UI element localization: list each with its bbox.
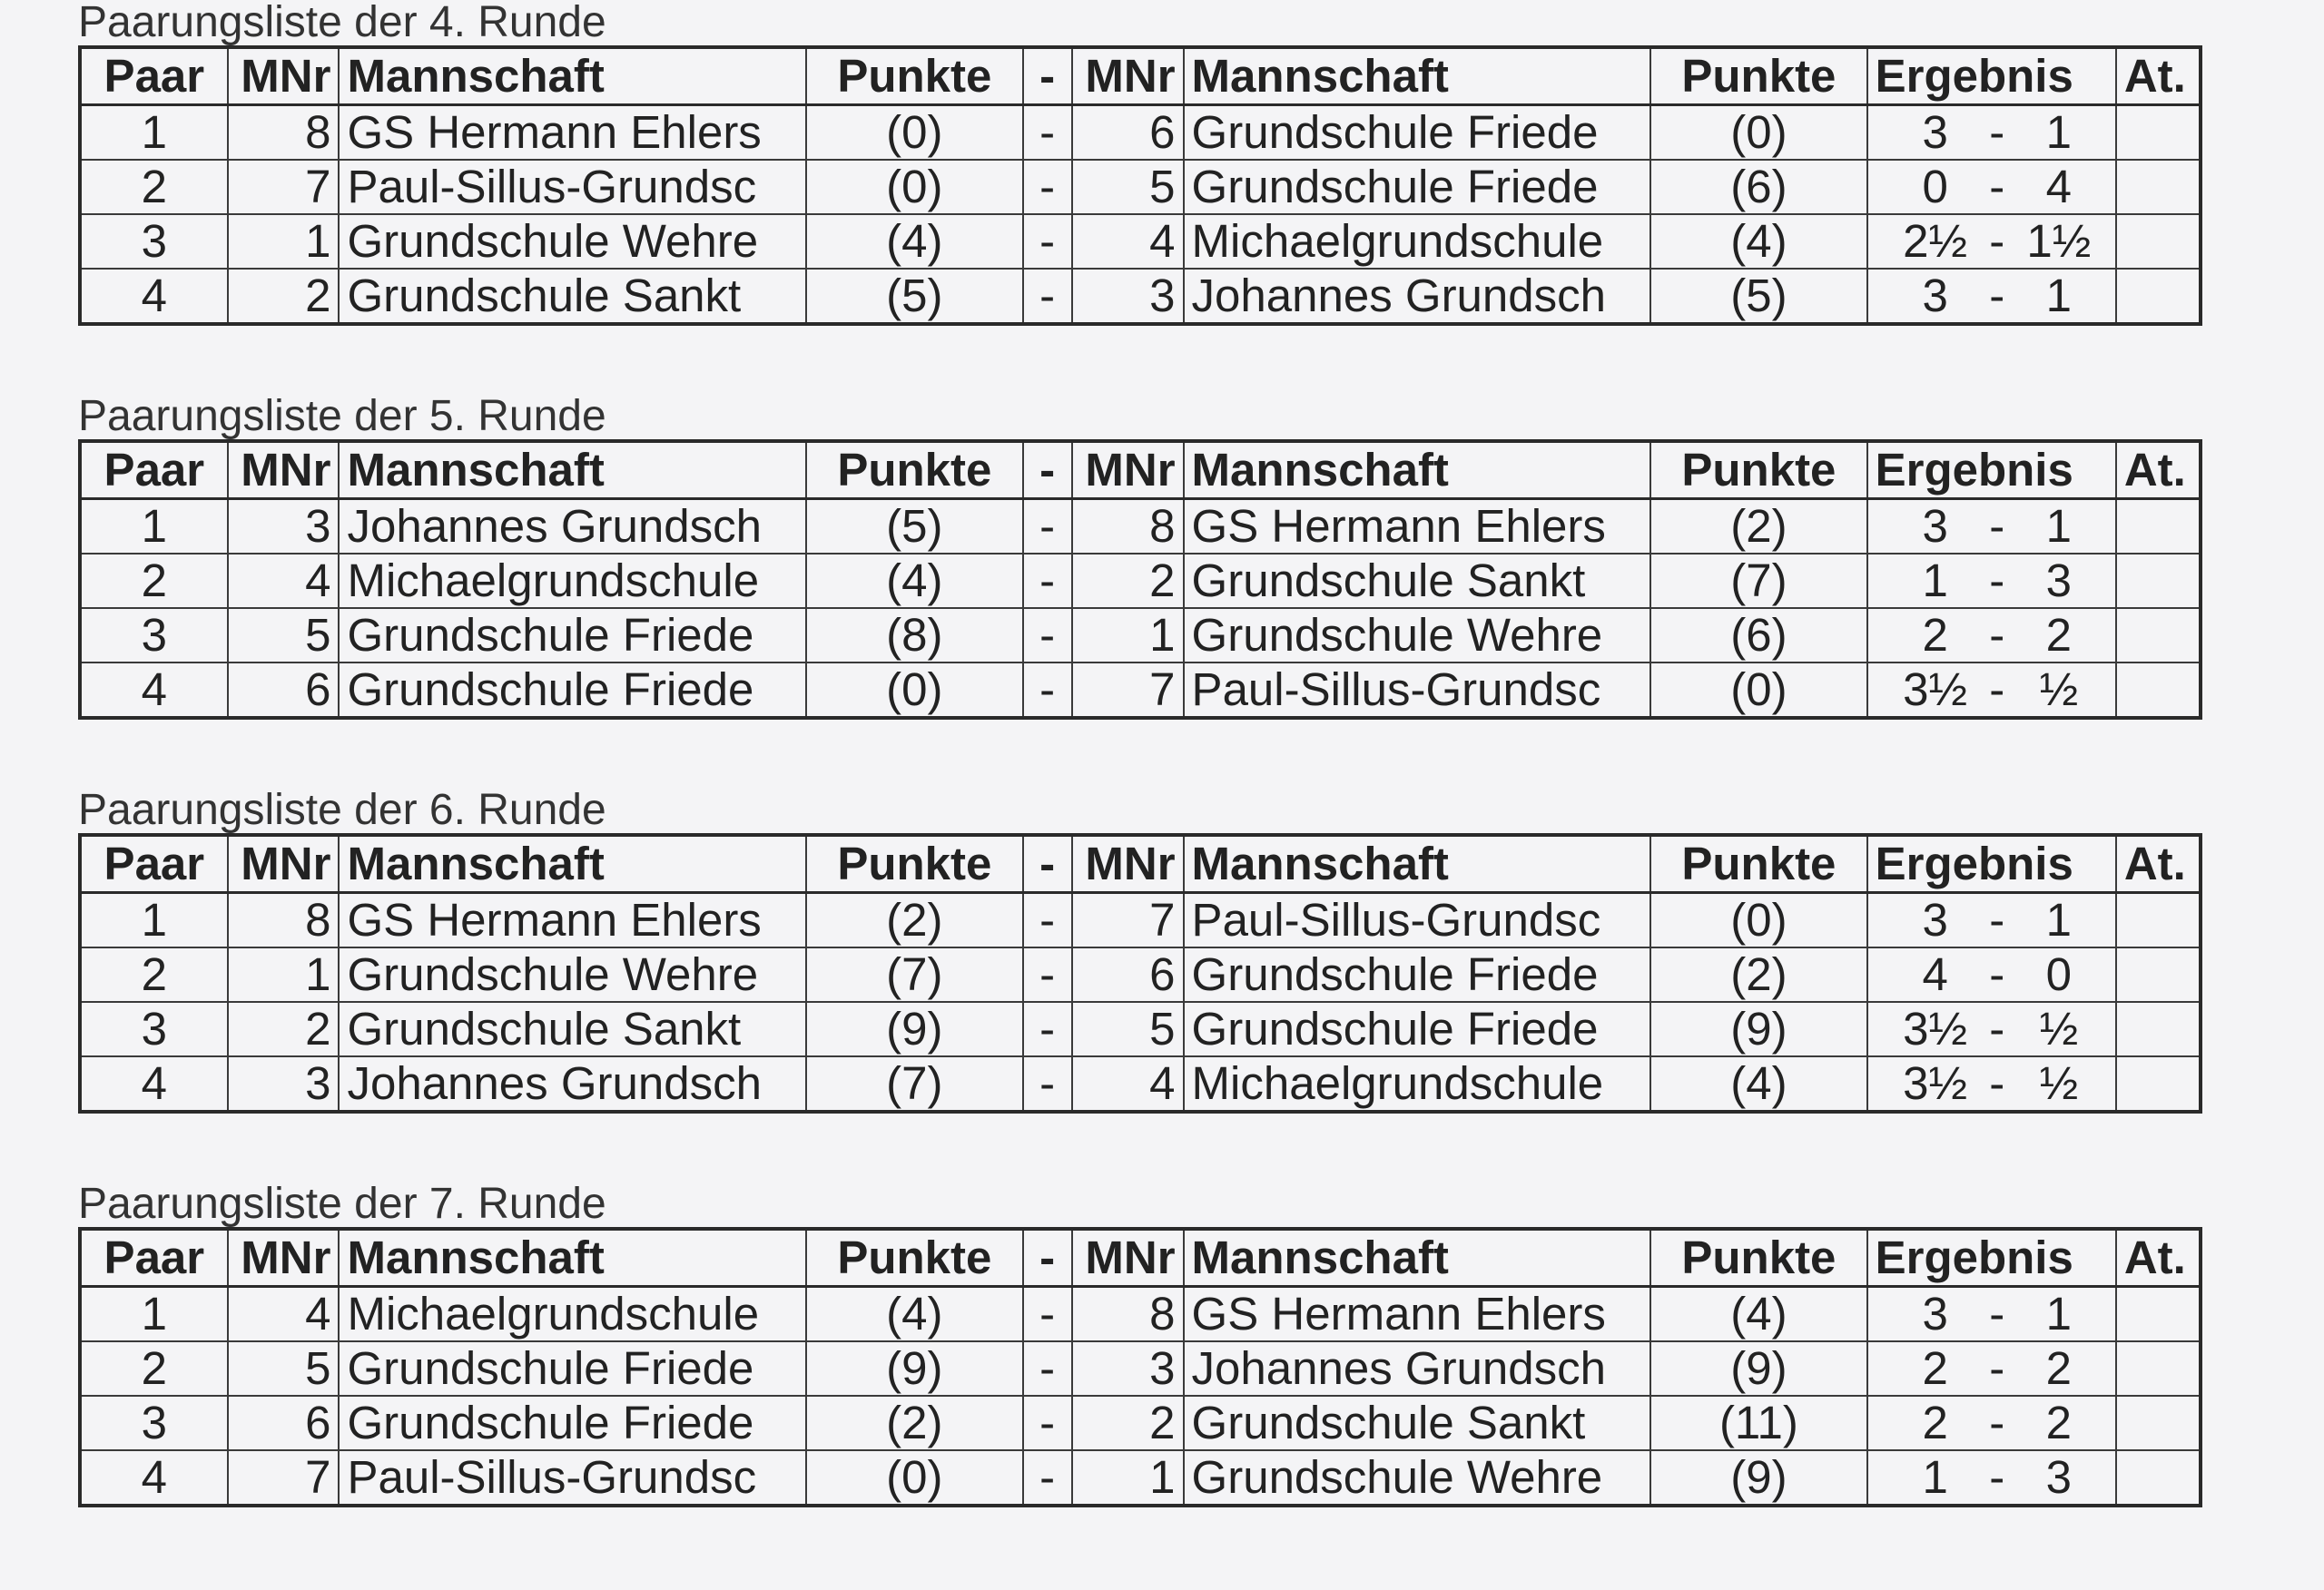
cell-team-1: Grundschule Friede xyxy=(339,1396,806,1450)
cell-mnr-1: 4 xyxy=(228,1287,340,1342)
result-home: 2 xyxy=(1922,1342,1948,1394)
result-separator: - xyxy=(1989,1057,2005,1109)
cell-at xyxy=(2116,1002,2201,1056)
pairing-table xyxy=(78,45,2202,326)
result-away: 4 xyxy=(2045,161,2073,212)
cell-paar: 3 xyxy=(80,214,228,269)
cell-paar: 4 xyxy=(80,269,228,324)
header-paar: Paar xyxy=(80,1229,228,1287)
cell-mnr-2: 3 xyxy=(1072,1341,1184,1396)
cell-team-1: Grundschule Friede xyxy=(339,1341,806,1396)
cell-punkte-2: (4) xyxy=(1650,214,1866,269)
result-home: 1 xyxy=(1922,1451,1948,1503)
cell-paar: 1 xyxy=(80,893,228,948)
cell-team-1: Grundschule Wehre xyxy=(339,214,806,269)
header-dash: - xyxy=(1023,1229,1072,1287)
cell-team-2: Johannes Grundsch xyxy=(1184,1341,1651,1396)
header-at: At. xyxy=(2116,441,2201,499)
cell-punkte-1: (0) xyxy=(806,1450,1022,1506)
table-row xyxy=(80,1287,2201,1342)
result-separator: - xyxy=(1989,663,2005,715)
cell-dash: - xyxy=(1023,1450,1072,1506)
cell-punkte-1: (9) xyxy=(806,1002,1022,1056)
cell-punkte-2: (0) xyxy=(1650,105,1866,161)
table-row xyxy=(80,893,2201,948)
cell-punkte-1: (2) xyxy=(806,893,1022,948)
table-row xyxy=(80,160,2201,214)
cell-at xyxy=(2116,214,2201,269)
result-away: 1½ xyxy=(2026,215,2092,267)
cell-team-1: Paul-Sillus-Grundsc xyxy=(339,1450,806,1506)
cell-dash: - xyxy=(1023,1002,1072,1056)
result-away: 1 xyxy=(2045,894,2073,946)
header-mnr-1: MNr xyxy=(228,47,340,105)
header-paar: Paar xyxy=(80,47,228,105)
cell-dash: - xyxy=(1023,1341,1072,1396)
table-row xyxy=(80,105,2201,161)
cell-ergebnis xyxy=(1867,554,2116,608)
header-team-2: Mannschaft xyxy=(1184,441,1651,499)
cell-team-2: Grundschule Friede xyxy=(1184,105,1651,161)
cell-at xyxy=(2116,1287,2201,1342)
cell-at xyxy=(2116,105,2201,161)
cell-paar: 4 xyxy=(80,662,228,718)
cell-team-2: Grundschule Wehre xyxy=(1184,608,1651,662)
cell-at xyxy=(2116,893,2201,948)
header-punkte-2: Punkte xyxy=(1650,47,1866,105)
result-away: 1 xyxy=(2045,270,2073,321)
cell-paar: 1 xyxy=(80,105,228,161)
result-home: 2 xyxy=(1922,609,1948,661)
cell-team-1: Johannes Grundsch xyxy=(339,1056,806,1112)
cell-at xyxy=(2116,608,2201,662)
table-row xyxy=(80,1056,2201,1112)
cell-paar: 1 xyxy=(80,1287,228,1342)
result-home: 3 xyxy=(1922,500,1948,552)
cell-dash: - xyxy=(1023,893,1072,948)
cell-mnr-2: 5 xyxy=(1072,1002,1184,1056)
header-punkte-1: Punkte xyxy=(806,835,1022,893)
cell-punkte-2: (7) xyxy=(1650,554,1866,608)
table-row xyxy=(80,269,2201,324)
header-punkte-2: Punkte xyxy=(1650,441,1866,499)
cell-punkte-2: (6) xyxy=(1650,608,1866,662)
result-away: ½ xyxy=(2039,1057,2079,1109)
cell-paar: 3 xyxy=(80,608,228,662)
table-row xyxy=(80,1450,2201,1506)
cell-punkte-1: (5) xyxy=(806,499,1022,555)
cell-at xyxy=(2116,1396,2201,1450)
cell-punkte-1: (2) xyxy=(806,1396,1022,1450)
table-row xyxy=(80,1002,2201,1056)
cell-punkte-2: (2) xyxy=(1650,499,1866,555)
cell-mnr-1: 8 xyxy=(228,105,340,161)
cell-mnr-2: 5 xyxy=(1072,160,1184,214)
result-separator: - xyxy=(1989,106,2005,158)
cell-punkte-2: (9) xyxy=(1650,1002,1866,1056)
result-home: 2½ xyxy=(1903,215,1968,267)
cell-mnr-1: 7 xyxy=(228,160,340,214)
cell-paar: 1 xyxy=(80,499,228,555)
result-away: 1 xyxy=(2045,1288,2073,1340)
cell-mnr-1: 8 xyxy=(228,893,340,948)
pairing-table xyxy=(78,439,2202,720)
cell-team-1: Johannes Grundsch xyxy=(339,499,806,555)
result-home: 2 xyxy=(1922,1397,1948,1448)
header-ergebnis: Ergebnis xyxy=(1867,441,2116,499)
cell-team-2: GS Hermann Ehlers xyxy=(1184,499,1651,555)
cell-dash: - xyxy=(1023,1056,1072,1112)
table-row xyxy=(80,1341,2201,1396)
table-row xyxy=(80,1396,2201,1450)
pairing-table xyxy=(78,1227,2202,1507)
cell-paar: 2 xyxy=(80,554,228,608)
result-away: ½ xyxy=(2039,1003,2079,1055)
cell-team-2: Grundschule Sankt xyxy=(1184,1396,1651,1450)
cell-at xyxy=(2116,554,2201,608)
header-mnr-1: MNr xyxy=(228,835,340,893)
cell-team-1: Grundschule Sankt xyxy=(339,1002,806,1056)
cell-ergebnis xyxy=(1867,1450,2116,1506)
result-separator: - xyxy=(1989,894,2005,946)
result-away: 3 xyxy=(2045,555,2073,606)
table-header-row xyxy=(80,835,2201,893)
cell-team-1: Grundschule Sankt xyxy=(339,269,806,324)
table-row xyxy=(80,947,2201,1002)
cell-at xyxy=(2116,1450,2201,1506)
cell-punkte-2: (6) xyxy=(1650,160,1866,214)
cell-dash: - xyxy=(1023,269,1072,324)
header-mnr-2: MNr xyxy=(1072,47,1184,105)
result-separator: - xyxy=(1989,1288,2005,1340)
result-home: 3 xyxy=(1922,1288,1948,1340)
cell-paar: 2 xyxy=(80,947,228,1002)
result-home: 3½ xyxy=(1903,663,1968,715)
cell-mnr-2: 6 xyxy=(1072,947,1184,1002)
cell-ergebnis xyxy=(1867,1287,2116,1342)
cell-team-1: Grundschule Friede xyxy=(339,662,806,718)
result-away: 2 xyxy=(2045,1342,2073,1394)
table-header-row xyxy=(80,441,2201,499)
cell-punkte-2: (4) xyxy=(1650,1287,1866,1342)
result-away: 0 xyxy=(2045,948,2073,1000)
cell-paar: 2 xyxy=(80,160,228,214)
cell-punkte-1: (0) xyxy=(806,105,1022,161)
cell-punkte-1: (9) xyxy=(806,1341,1022,1396)
result-home: 3½ xyxy=(1903,1003,1968,1055)
cell-mnr-2: 2 xyxy=(1072,1396,1184,1450)
header-mnr-2: MNr xyxy=(1072,835,1184,893)
cell-ergebnis xyxy=(1867,1341,2116,1396)
header-at: At. xyxy=(2116,47,2201,105)
header-mnr-1: MNr xyxy=(228,441,340,499)
cell-team-2: Grundschule Friede xyxy=(1184,1002,1651,1056)
cell-punkte-1: (4) xyxy=(806,1287,1022,1342)
cell-mnr-2: 3 xyxy=(1072,269,1184,324)
header-punkte-1: Punkte xyxy=(806,47,1022,105)
cell-team-2: Michaelgrundschule xyxy=(1184,214,1651,269)
cell-punkte-1: (4) xyxy=(806,214,1022,269)
cell-dash: - xyxy=(1023,1287,1072,1342)
cell-team-2: Grundschule Friede xyxy=(1184,160,1651,214)
cell-at xyxy=(2116,269,2201,324)
cell-team-2: GS Hermann Ehlers xyxy=(1184,1287,1651,1342)
cell-punkte-2: (9) xyxy=(1650,1450,1866,1506)
cell-mnr-1: 5 xyxy=(228,1341,340,1396)
result-away: 1 xyxy=(2045,106,2073,158)
header-punkte-2: Punkte xyxy=(1650,1229,1866,1287)
result-separator: - xyxy=(1989,161,2005,212)
cell-mnr-1: 6 xyxy=(228,662,340,718)
result-separator: - xyxy=(1989,609,2005,661)
result-separator: - xyxy=(1989,555,2005,606)
cell-ergebnis xyxy=(1867,499,2116,555)
result-home: 3 xyxy=(1922,894,1948,946)
cell-team-2: Johannes Grundsch xyxy=(1184,269,1651,324)
cell-ergebnis xyxy=(1867,662,2116,718)
result-separator: - xyxy=(1989,1342,2005,1394)
cell-dash: - xyxy=(1023,160,1072,214)
header-paar: Paar xyxy=(80,441,228,499)
cell-mnr-2: 7 xyxy=(1072,662,1184,718)
cell-mnr-2: 4 xyxy=(1072,1056,1184,1112)
cell-mnr-2: 2 xyxy=(1072,554,1184,608)
result-separator: - xyxy=(1989,270,2005,321)
cell-mnr-2: 6 xyxy=(1072,105,1184,161)
cell-paar: 4 xyxy=(80,1450,228,1506)
result-separator: - xyxy=(1989,1003,2005,1055)
cell-ergebnis xyxy=(1867,1002,2116,1056)
cell-punkte-2: (2) xyxy=(1650,947,1866,1002)
cell-team-2: Grundschule Wehre xyxy=(1184,1450,1651,1506)
result-home: 1 xyxy=(1922,555,1948,606)
cell-mnr-2: 8 xyxy=(1072,1287,1184,1342)
result-away: 3 xyxy=(2045,1451,2073,1503)
cell-team-1: GS Hermann Ehlers xyxy=(339,105,806,161)
cell-mnr-2: 7 xyxy=(1072,893,1184,948)
cell-ergebnis xyxy=(1867,947,2116,1002)
cell-ergebnis xyxy=(1867,608,2116,662)
cell-team-2: Grundschule Sankt xyxy=(1184,554,1651,608)
header-ergebnis: Ergebnis xyxy=(1867,1229,2116,1287)
cell-punkte-1: (8) xyxy=(806,608,1022,662)
cell-team-1: Paul-Sillus-Grundsc xyxy=(339,160,806,214)
cell-dash: - xyxy=(1023,1396,1072,1450)
cell-mnr-1: 7 xyxy=(228,1450,340,1506)
cell-dash: - xyxy=(1023,214,1072,269)
header-mnr-2: MNr xyxy=(1072,1229,1184,1287)
result-away: 1 xyxy=(2045,500,2073,552)
result-separator: - xyxy=(1989,500,2005,552)
result-separator: - xyxy=(1989,948,2005,1000)
result-home: 0 xyxy=(1922,161,1948,212)
cell-team-1: Michaelgrundschule xyxy=(339,1287,806,1342)
cell-ergebnis xyxy=(1867,214,2116,269)
cell-dash: - xyxy=(1023,105,1072,161)
round-title: Paarungsliste der 5. Runde xyxy=(78,392,606,440)
cell-team-1: Michaelgrundschule xyxy=(339,554,806,608)
cell-paar: 2 xyxy=(80,1341,228,1396)
result-away: ½ xyxy=(2039,663,2079,715)
header-mnr-2: MNr xyxy=(1072,441,1184,499)
cell-team-1: GS Hermann Ehlers xyxy=(339,893,806,948)
table-header-row xyxy=(80,47,2201,105)
cell-team-2: Paul-Sillus-Grundsc xyxy=(1184,893,1651,948)
header-team-1: Mannschaft xyxy=(339,1229,806,1287)
header-team-2: Mannschaft xyxy=(1184,47,1651,105)
cell-mnr-2: 1 xyxy=(1072,1450,1184,1506)
table-row xyxy=(80,499,2201,555)
cell-mnr-1: 4 xyxy=(228,554,340,608)
cell-punkte-1: (7) xyxy=(806,1056,1022,1112)
cell-mnr-1: 3 xyxy=(228,1056,340,1112)
header-dash: - xyxy=(1023,47,1072,105)
round-block xyxy=(78,788,2202,1114)
header-team-2: Mannschaft xyxy=(1184,1229,1651,1287)
cell-at xyxy=(2116,1056,2201,1112)
header-ergebnis: Ergebnis xyxy=(1867,835,2116,893)
cell-ergebnis xyxy=(1867,105,2116,161)
cell-punkte-2: (0) xyxy=(1650,893,1866,948)
table-row xyxy=(80,554,2201,608)
header-team-1: Mannschaft xyxy=(339,441,806,499)
table-row xyxy=(80,662,2201,718)
cell-dash: - xyxy=(1023,947,1072,1002)
header-team-1: Mannschaft xyxy=(339,47,806,105)
header-punkte-1: Punkte xyxy=(806,441,1022,499)
header-at: At. xyxy=(2116,835,2201,893)
cell-dash: - xyxy=(1023,499,1072,555)
cell-at xyxy=(2116,160,2201,214)
header-paar: Paar xyxy=(80,835,228,893)
cell-ergebnis xyxy=(1867,269,2116,324)
header-dash: - xyxy=(1023,441,1072,499)
cell-mnr-1: 2 xyxy=(228,1002,340,1056)
cell-punkte-2: (11) xyxy=(1650,1396,1866,1450)
table-row xyxy=(80,214,2201,269)
header-ergebnis: Ergebnis xyxy=(1867,47,2116,105)
result-separator: - xyxy=(1989,1397,2005,1448)
result-separator: - xyxy=(1989,215,2005,267)
cell-ergebnis xyxy=(1867,893,2116,948)
cell-punkte-1: (7) xyxy=(806,947,1022,1002)
table-header-row xyxy=(80,1229,2201,1287)
cell-punkte-1: (4) xyxy=(806,554,1022,608)
round-block xyxy=(78,1182,2202,1507)
result-home: 3 xyxy=(1922,270,1948,321)
cell-paar: 3 xyxy=(80,1002,228,1056)
cell-mnr-1: 1 xyxy=(228,947,340,1002)
cell-team-1: Grundschule Friede xyxy=(339,608,806,662)
result-separator: - xyxy=(1989,1451,2005,1503)
cell-punkte-2: (4) xyxy=(1650,1056,1866,1112)
round-block xyxy=(78,394,2202,720)
cell-paar: 3 xyxy=(80,1396,228,1450)
cell-team-2: Michaelgrundschule xyxy=(1184,1056,1651,1112)
round-title: Paarungsliste der 7. Runde xyxy=(78,1180,606,1228)
result-home: 3 xyxy=(1922,106,1948,158)
result-away: 2 xyxy=(2045,609,2073,661)
header-punkte-1: Punkte xyxy=(806,1229,1022,1287)
cell-at xyxy=(2116,947,2201,1002)
header-punkte-2: Punkte xyxy=(1650,835,1866,893)
cell-dash: - xyxy=(1023,554,1072,608)
header-mnr-1: MNr xyxy=(228,1229,340,1287)
cell-punkte-1: (5) xyxy=(806,269,1022,324)
cell-mnr-2: 1 xyxy=(1072,608,1184,662)
pairing-table xyxy=(78,833,2202,1114)
cell-mnr-1: 1 xyxy=(228,214,340,269)
cell-paar: 4 xyxy=(80,1056,228,1112)
cell-at xyxy=(2116,662,2201,718)
cell-ergebnis xyxy=(1867,160,2116,214)
cell-mnr-2: 4 xyxy=(1072,214,1184,269)
cell-team-2: Paul-Sillus-Grundsc xyxy=(1184,662,1651,718)
cell-at xyxy=(2116,499,2201,555)
cell-punkte-1: (0) xyxy=(806,662,1022,718)
cell-team-1: Grundschule Wehre xyxy=(339,947,806,1002)
cell-mnr-1: 6 xyxy=(228,1396,340,1450)
cell-ergebnis xyxy=(1867,1396,2116,1450)
cell-at xyxy=(2116,1341,2201,1396)
cell-punkte-2: (9) xyxy=(1650,1341,1866,1396)
cell-punkte-2: (5) xyxy=(1650,269,1866,324)
result-away: 2 xyxy=(2045,1397,2073,1448)
cell-mnr-1: 2 xyxy=(228,269,340,324)
header-team-1: Mannschaft xyxy=(339,835,806,893)
cell-team-2: Grundschule Friede xyxy=(1184,947,1651,1002)
cell-mnr-1: 3 xyxy=(228,499,340,555)
header-at: At. xyxy=(2116,1229,2201,1287)
result-home: 3½ xyxy=(1903,1057,1968,1109)
cell-mnr-1: 5 xyxy=(228,608,340,662)
cell-punkte-2: (0) xyxy=(1650,662,1866,718)
header-team-2: Mannschaft xyxy=(1184,835,1651,893)
round-title: Paarungsliste der 6. Runde xyxy=(78,786,606,834)
cell-ergebnis xyxy=(1867,1056,2116,1112)
table-row xyxy=(80,608,2201,662)
cell-dash: - xyxy=(1023,662,1072,718)
result-home: 4 xyxy=(1922,948,1948,1000)
round-block xyxy=(78,0,2202,326)
cell-mnr-2: 8 xyxy=(1072,499,1184,555)
cell-dash: - xyxy=(1023,608,1072,662)
cell-punkte-1: (0) xyxy=(806,160,1022,214)
round-title: Paarungsliste der 4. Runde xyxy=(78,0,606,46)
header-dash: - xyxy=(1023,835,1072,893)
